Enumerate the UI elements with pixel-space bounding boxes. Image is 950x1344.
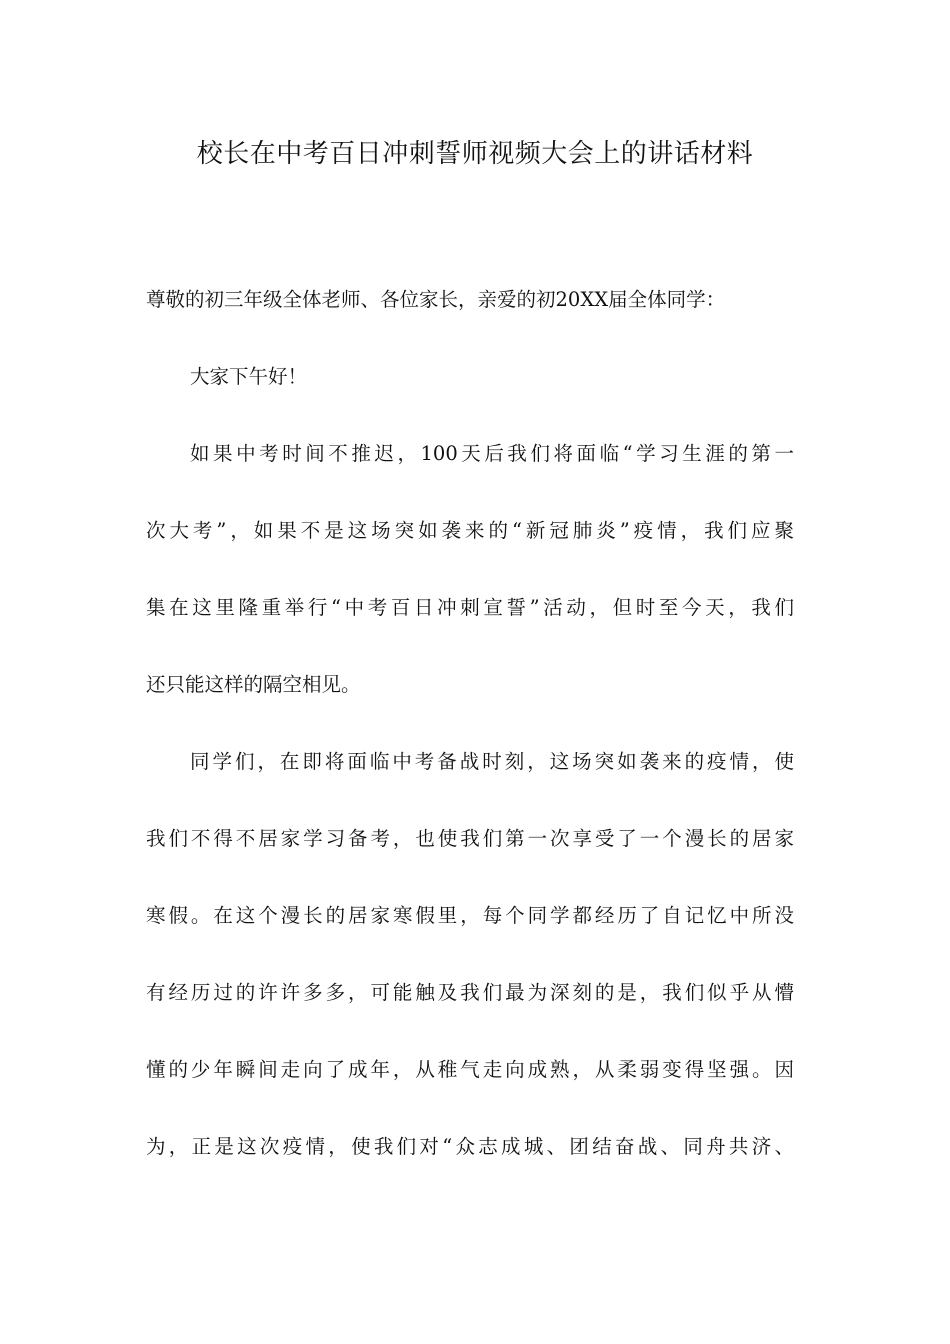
- line-gap: [146, 1090, 794, 1127]
- line-gap: [146, 936, 794, 973]
- paragraph-line: 为，正是这次疫情，使我们对“众志成城、团结奋战、同舟共济、: [146, 1135, 794, 1158]
- paragraph-line: 如果中考时间不推迟，100天后我们将面临“学习生涯的第一: [190, 442, 794, 465]
- line-gap: [146, 782, 794, 819]
- document-title: 校长在中考百日冲刺誓师视频大会上的讲话材料: [196, 139, 754, 169]
- paragraph-line: 有经历过的许许多多，可能触及我们最为深刻的是，我们似乎从懵: [146, 981, 794, 1004]
- paragraph-line: 还只能这样的隔空相见。: [146, 673, 361, 696]
- paragraph-line: 我们不得不居家学习备考，也使我们第一次享受了一个漫长的居家: [146, 827, 794, 850]
- paragraph-1: [146, 434, 794, 705]
- line-gap: [146, 628, 794, 665]
- paragraph-line: 同学们，在即将面临中考备战时刻，这场突如袭来的疫情，使: [190, 750, 794, 773]
- paragraph-2: [146, 742, 794, 1167]
- document-body: [146, 280, 794, 1167]
- salutation-line: 尊敬的初三年级全体老师、各位家长，亲爱的初20XX届全体同学：: [146, 288, 726, 311]
- paragraph-gap: [146, 320, 794, 357]
- line-gap: [146, 1013, 794, 1050]
- paragraph-line: 寒假。在这个漫长的居家寒假里，每个同学都经历了自记忆中所没: [146, 904, 794, 927]
- line-gap: [146, 474, 794, 511]
- line-gap: [146, 551, 794, 588]
- paragraph-line: 集在这里隆重举行“中考百日冲刺宣誓”活动，但时至今天，我们: [146, 596, 794, 619]
- paragraph-gap: [146, 397, 794, 434]
- line-gap: [146, 859, 794, 896]
- paragraph-line: 次大考”，如果不是这场突如袭来的“新冠肺炎”疫情，我们应聚: [146, 519, 794, 542]
- paragraph-line: 懂的少年瞬间走向了成年，从稚气走向成熟，从柔弱变得坚强。因: [146, 1058, 794, 1081]
- greeting-line: 大家下午好！: [190, 365, 308, 388]
- paragraph-gap: [146, 705, 794, 742]
